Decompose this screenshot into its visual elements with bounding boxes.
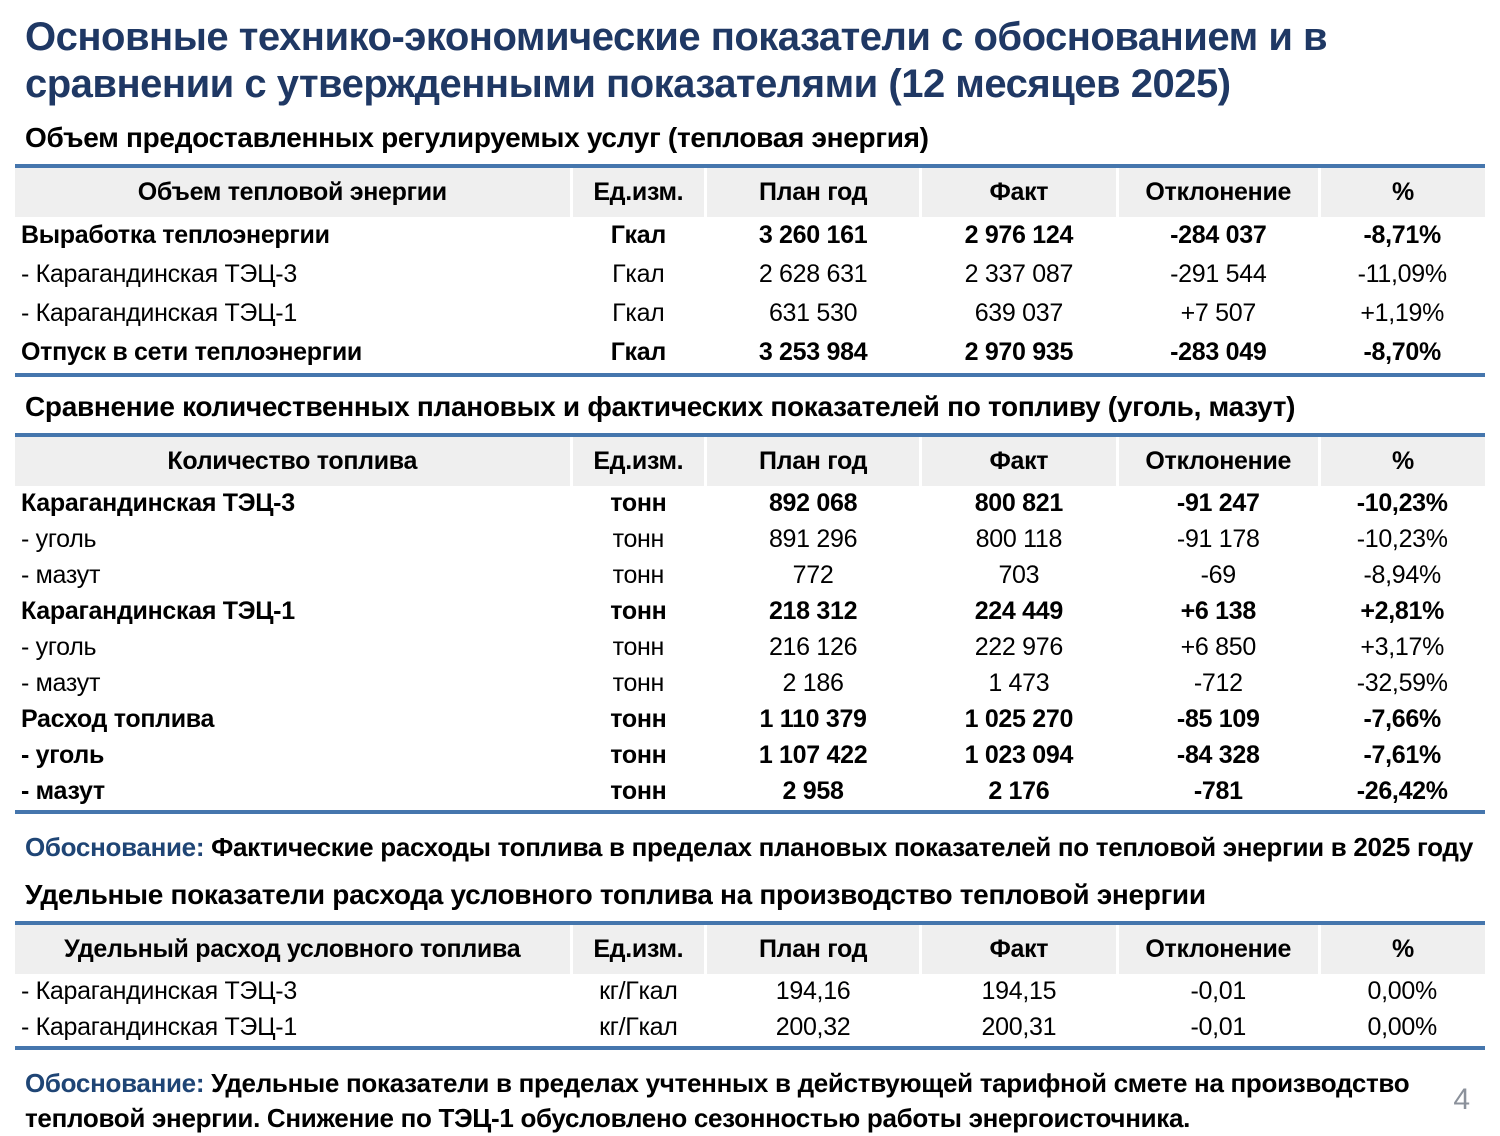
table-cell: 3 253 984 — [758, 337, 868, 366]
table-cell: -32,59% — [1356, 668, 1448, 697]
table-cell: 216 126 — [768, 632, 858, 661]
table-cell: 194,16 — [775, 976, 851, 1005]
table-cell: кг/Гкал — [599, 1012, 678, 1041]
table-cell: -291 544 — [1170, 259, 1267, 288]
table-cell: тонн — [610, 740, 667, 769]
table-row — [15, 295, 1485, 334]
table-cell: -284 037 — [1170, 220, 1267, 249]
table-cell: тонн — [610, 776, 667, 805]
table-cell: 800 821 — [974, 488, 1063, 517]
table-cell: 3 260 161 — [758, 220, 868, 249]
table-cell: 224 449 — [974, 596, 1063, 625]
table-cell: 891 296 — [768, 524, 858, 553]
table-row — [15, 974, 1485, 1010]
table-cell: тонн — [610, 704, 667, 733]
table-cell: -8,71% — [1363, 220, 1441, 249]
table-cell: -8,70% — [1363, 337, 1441, 366]
table-row — [15, 594, 1485, 630]
note-label: Обоснование: — [25, 831, 205, 862]
section-heading-specific-consumption: Удельные показатели расхода условного топлива на производство тепловой энергии — [25, 878, 1206, 910]
table-cell: -0,01 — [1190, 1012, 1247, 1041]
table-cell: 800 118 — [975, 524, 1063, 553]
table-cell: кг/Гкал — [599, 976, 678, 1005]
table-cell: Выработка теплоэнергии — [21, 220, 330, 249]
table-cell: Гкал — [612, 259, 665, 288]
table-header-row — [15, 166, 1485, 217]
table-cell: -781 — [1193, 776, 1243, 805]
table-cell: 2 958 — [782, 776, 844, 805]
table-cell: -84 328 — [1176, 740, 1260, 769]
table-header-row — [15, 923, 1485, 974]
table-cell: +2,81% — [1360, 596, 1445, 625]
column-header: Ед.изм. — [571, 166, 706, 217]
table-cell: -11,09% — [1357, 259, 1447, 288]
table-cell: 2 176 — [988, 776, 1050, 805]
column-header: Удельный расход условного топлива — [15, 923, 571, 974]
table-cell: тонн — [612, 632, 665, 661]
note-text: Фактические расходы топлива в пределах плановых показателей по тепловой энергии в 2025 году — [204, 831, 1474, 862]
table-cell: 1 025 270 — [964, 704, 1074, 733]
column-header: Факт — [921, 435, 1118, 486]
table-row — [15, 558, 1485, 594]
fuel-note — [25, 830, 1475, 865]
table-cell: 2 970 935 — [964, 337, 1074, 366]
table-cell: - мазут — [21, 776, 105, 805]
specific-fuel-consumption-table — [15, 921, 1485, 1050]
table-row — [15, 256, 1485, 295]
column-header: Отклонение — [1117, 166, 1319, 217]
table-cell: тонн — [612, 560, 665, 589]
table-cell: 892 068 — [768, 488, 858, 517]
table-cell: тонн — [612, 524, 665, 553]
table-cell: - мазут — [21, 668, 101, 697]
table-cell: -8,94% — [1363, 560, 1441, 589]
table-row — [15, 1010, 1485, 1048]
table-cell: +1,19% — [1360, 298, 1445, 327]
table-row — [15, 630, 1485, 666]
table-cell: -69 — [1200, 560, 1236, 589]
table-row — [15, 774, 1485, 812]
column-header: % — [1319, 923, 1485, 974]
table-cell: +6 138 — [1180, 596, 1256, 625]
table-cell: -26,42% — [1356, 776, 1448, 805]
table-cell: Гкал — [612, 298, 665, 327]
table-row — [15, 702, 1485, 738]
table-cell: - уголь — [21, 524, 97, 553]
section-heading-fuel: Сравнение количественных плановых и фактических показателей по топливу (уголь, мазут) — [25, 390, 1296, 422]
table-cell: 2 976 124 — [964, 220, 1074, 249]
table-row — [15, 666, 1485, 702]
table-cell: 703 — [998, 560, 1040, 589]
table-row — [15, 217, 1485, 256]
column-header: План год — [706, 166, 921, 217]
table-cell: 1 473 — [988, 668, 1050, 697]
column-header: Отклонение — [1117, 923, 1319, 974]
table-row — [15, 522, 1485, 558]
table-cell: 200,32 — [775, 1012, 851, 1041]
table-cell: -10,23% — [1356, 524, 1448, 553]
table-cell: -7,61% — [1363, 740, 1441, 769]
column-header: Факт — [921, 923, 1118, 974]
table-cell: 2 628 631 — [758, 259, 868, 288]
table-cell: Карагандинская ТЭЦ-1 — [21, 596, 295, 625]
table-cell: -10,23% — [1356, 488, 1448, 517]
table-cell: 194,15 — [981, 976, 1057, 1005]
table-cell: 2 337 087 — [964, 259, 1074, 288]
fuel-quantity-table — [15, 433, 1485, 814]
table-cell: - Карагандинская ТЭЦ-3 — [21, 976, 297, 1005]
section-heading-volume: Объем предоставленных регулируемых услуг (тепловая энергия) — [25, 121, 929, 153]
table-cell: 639 037 — [974, 298, 1063, 327]
table-cell: 1 023 094 — [964, 740, 1074, 769]
table-cell: -712 — [1193, 668, 1243, 697]
table-cell: -91 247 — [1176, 488, 1260, 517]
table-cell: -0,01 — [1190, 976, 1247, 1005]
table-cell: - Карагандинская ТЭЦ-1 — [21, 1012, 297, 1041]
heat-energy-volume-table — [15, 164, 1485, 377]
table-cell: - мазут — [21, 560, 101, 589]
table-cell: - Карагандинская ТЭЦ-1 — [21, 298, 297, 327]
column-header: Ед.изм. — [571, 435, 706, 486]
page-number: 4 — [1453, 1083, 1470, 1116]
table-cell: 2 186 — [782, 668, 844, 697]
page-title: Основные технико-экономические показатели с обоснованием и в сравнении с утвержденными показателями (12 месяцев 2025) — [25, 15, 1328, 106]
table-row — [15, 738, 1485, 774]
table-cell: 0,00% — [1367, 1012, 1437, 1041]
column-header: Ед.изм. — [571, 923, 706, 974]
table-cell: 1 110 379 — [759, 704, 867, 733]
column-header: % — [1319, 435, 1485, 486]
table-cell: Карагандинская ТЭЦ-3 — [21, 488, 295, 517]
table-cell: 772 — [792, 560, 834, 589]
table-cell: -85 109 — [1176, 704, 1260, 733]
table-cell: - уголь — [21, 632, 97, 661]
table-cell: Расход топлива — [21, 704, 215, 733]
table-cell: - Карагандинская ТЭЦ-3 — [21, 259, 297, 288]
table-cell: Гкал — [610, 337, 666, 366]
table-cell: -91 178 — [1176, 524, 1260, 553]
table-cell: Гкал — [610, 220, 666, 249]
column-header: Количество топлива — [15, 435, 571, 486]
column-header: Объем тепловой энергии — [15, 166, 571, 217]
column-header: План год — [706, 435, 921, 486]
table-row — [15, 486, 1485, 522]
table-cell: 222 976 — [974, 632, 1063, 661]
table-cell: - уголь — [21, 740, 105, 769]
column-header: Факт — [921, 166, 1118, 217]
table-cell: +6 850 — [1180, 632, 1256, 661]
table-cell: 631 530 — [768, 298, 858, 327]
table-cell: 0,00% — [1367, 976, 1437, 1005]
note-label: Обоснование: — [25, 1067, 205, 1098]
table-cell: 200,31 — [981, 1012, 1057, 1041]
table-cell: -7,66% — [1363, 704, 1441, 733]
column-header: Отклонение — [1117, 435, 1319, 486]
note-text: Удельные показатели в пределах учтенных в действующей тарифной смете на производство тепловой энергии. Снижение по ТЭЦ-1 обусловлено сезонностью работы энергоисточника. — [25, 1067, 1410, 1133]
table-row — [15, 334, 1485, 375]
table-header-row — [15, 435, 1485, 486]
table-cell: +7 507 — [1180, 298, 1256, 327]
table-cell: 218 312 — [768, 596, 858, 625]
column-header: % — [1319, 166, 1485, 217]
table-cell: тонн — [610, 596, 667, 625]
table-cell: 1 107 422 — [758, 740, 868, 769]
table-cell: Отпуск в сети теплоэнергии — [21, 337, 362, 366]
table-cell: тонн — [610, 488, 667, 517]
column-header: План год — [706, 923, 921, 974]
table-cell: +3,17% — [1360, 632, 1445, 661]
table-cell: -283 049 — [1170, 337, 1267, 366]
table-cell: тонн — [612, 668, 665, 697]
specific-consumption-note — [25, 1066, 1475, 1136]
